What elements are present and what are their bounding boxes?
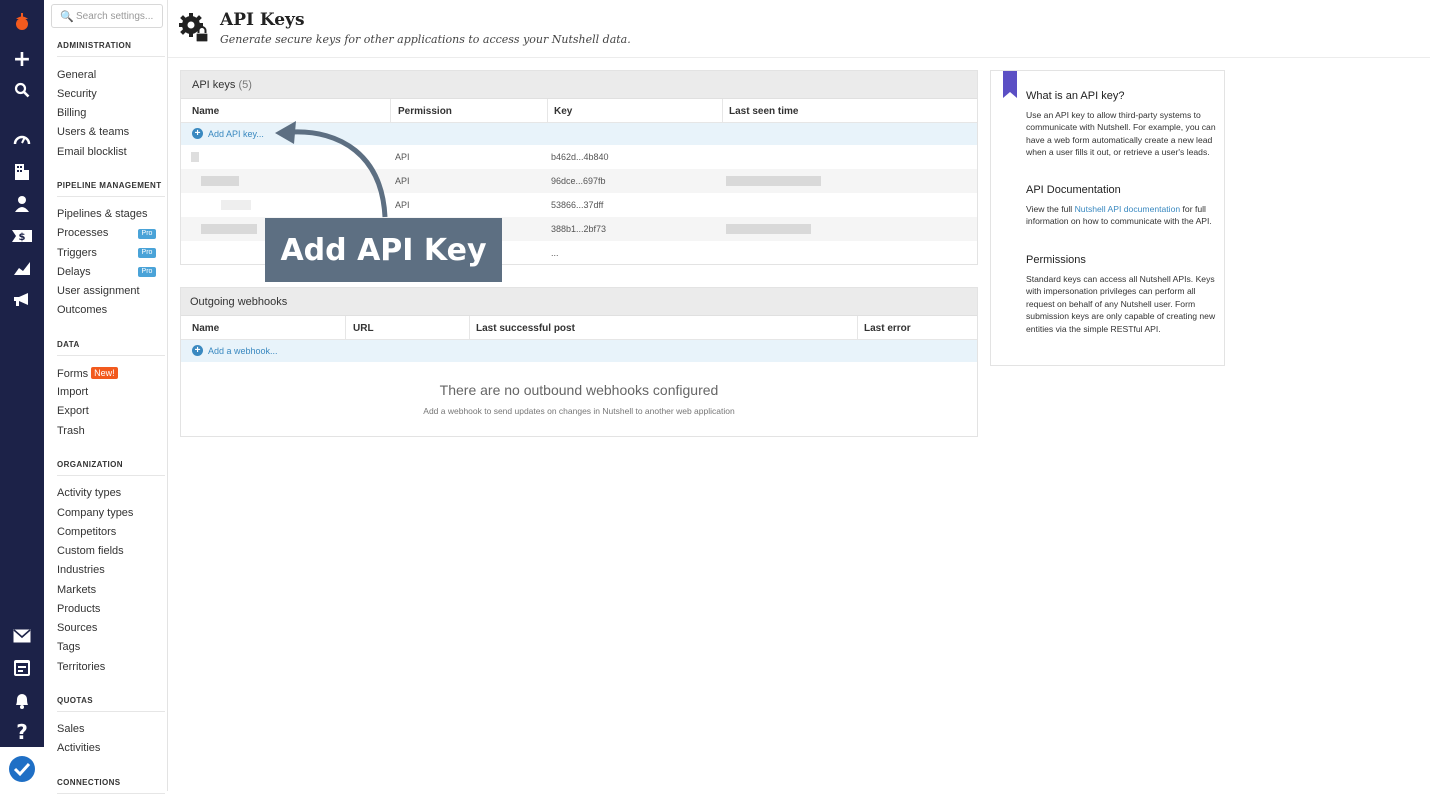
- help-title-api-documentation: API Documentation: [1026, 184, 1121, 196]
- search-icon: 🔍: [60, 10, 74, 23]
- section-title-quotas: QUOTAS: [57, 696, 165, 705]
- section-title-data: DATA: [57, 340, 165, 349]
- svg-text:$: $: [18, 232, 26, 243]
- redacted-name: [221, 200, 251, 210]
- help-text-what-is-api-key: Use an API key to allow third-party systems to communicate with Nutshell. For example, you can have a web form automatically create a new lead when a user fills it out, or retrieve a user's leads.: [1026, 110, 1216, 158]
- sidebar-item-email-blocklist[interactable]: Email blocklist: [57, 146, 127, 158]
- sidebar-item-competitors[interactable]: Competitors: [57, 526, 117, 538]
- sidebar-item-tags[interactable]: Tags: [57, 641, 81, 653]
- section-title-organization: ORGANIZATION: [57, 460, 165, 469]
- column-divider: [547, 99, 548, 123]
- add-plus-icon: +: [192, 345, 203, 356]
- sidebar-item-trash[interactable]: Trash: [57, 425, 85, 437]
- app-rail: [0, 0, 44, 791]
- add-plus-icon: +: [192, 128, 203, 139]
- setup-checklist-icon[interactable]: [0, 747, 44, 791]
- column-header-url[interactable]: URL: [353, 323, 374, 334]
- settings-gear-lock-icon: [178, 12, 210, 44]
- add-webhook-row[interactable]: [181, 340, 977, 362]
- sidebar-item-custom-fields[interactable]: Custom fields: [57, 545, 124, 557]
- webhooks-table-header: [181, 316, 977, 340]
- key-cell: b462d...4b840: [551, 152, 609, 162]
- column-divider: [345, 316, 346, 340]
- pro-badge: Pro: [138, 267, 156, 277]
- sidebar-item-territories[interactable]: Territories: [57, 661, 106, 673]
- reports-chart-icon[interactable]: [11, 257, 33, 279]
- section-title-connections: CONNECTIONS: [57, 778, 165, 787]
- sidebar-item-user-assignment[interactable]: User assignment: [57, 285, 140, 297]
- notifications-bell-icon[interactable]: [11, 690, 33, 712]
- sidebar-item-processes[interactable]: Processes: [57, 227, 109, 239]
- nutshell-logo-icon[interactable]: [11, 11, 33, 33]
- sidebar-item-import[interactable]: Import: [57, 386, 89, 398]
- section-title-pipeline-management: PIPELINE MANAGEMENT: [57, 181, 165, 190]
- callout-arrow: [270, 115, 395, 220]
- page-title: API Keys: [220, 10, 305, 30]
- sidebar-item-sales[interactable]: Sales: [57, 723, 85, 735]
- redacted-last-seen: [726, 224, 811, 234]
- api-documentation-link[interactable]: Nutshell API documentation: [1074, 204, 1181, 214]
- settings-sidebar: [44, 0, 168, 791]
- sidebar-item-billing[interactable]: Billing: [57, 107, 87, 119]
- pro-badge: Pro: [138, 248, 156, 258]
- sidebar-item-users-teams[interactable]: Users & teams: [57, 126, 130, 138]
- search-icon[interactable]: [11, 79, 33, 101]
- scheduler-calendar-icon[interactable]: [11, 657, 33, 679]
- permission-cell: API: [395, 176, 410, 186]
- sidebar-item-delays[interactable]: Delays: [57, 266, 91, 278]
- sidebar-item-security[interactable]: Security: [57, 88, 97, 100]
- column-header-name[interactable]: Name: [192, 323, 220, 334]
- webhooks-panel-header: [181, 288, 977, 316]
- section-title-administration: ADMINISTRATION: [57, 41, 165, 50]
- column-header-last-error[interactable]: Last error: [864, 323, 911, 334]
- api-keys-title: API keys: [192, 79, 236, 91]
- key-cell: 96dce...697fb: [551, 176, 606, 186]
- page-subtitle: Generate secure keys for other applications to access your Nutshell data.: [220, 33, 631, 46]
- sidebar-item-products[interactable]: Products: [57, 603, 101, 615]
- person-icon[interactable]: [11, 193, 33, 215]
- redacted-last-seen: [726, 176, 821, 186]
- webhooks-empty-state: [181, 362, 977, 436]
- redacted-name: [201, 224, 257, 234]
- companies-building-icon[interactable]: [11, 161, 33, 183]
- sidebar-item-pipelines-stages[interactable]: Pipelines & stages: [57, 208, 148, 220]
- settings-search-input[interactable]: [51, 4, 163, 28]
- key-cell: 53866...37dff: [551, 200, 604, 210]
- api-keys-panel-header: [181, 71, 977, 99]
- help-doc-pre: View the full: [1026, 204, 1075, 214]
- help-question-icon[interactable]: ?: [16, 720, 28, 744]
- help-title-permissions: Permissions: [1026, 254, 1086, 266]
- sidebar-item-general[interactable]: General: [57, 69, 97, 81]
- pro-badge: Pro: [138, 229, 156, 239]
- sidebar-item-company-types[interactable]: Company types: [57, 507, 134, 519]
- help-doc-post: for full information on how to communicate with the API.: [1026, 204, 1212, 227]
- column-header-key[interactable]: Key: [554, 106, 573, 117]
- page-header: [168, 0, 1430, 58]
- sidebar-item-forms-label: Forms: [57, 368, 89, 380]
- sidebar-item-triggers[interactable]: Triggers: [57, 247, 97, 259]
- column-divider: [857, 316, 858, 340]
- column-header-name[interactable]: Name: [192, 106, 220, 117]
- bookmark-ribbon-icon: [1003, 71, 1017, 98]
- key-cell: 388b1...2bf73: [551, 224, 607, 234]
- help-panel: [990, 70, 1225, 366]
- tutorial-callout: Add API Key: [265, 218, 502, 282]
- sidebar-item-markets[interactable]: Markets: [57, 584, 97, 596]
- column-divider: [722, 99, 723, 123]
- empty-state-title: There are no outbound webhooks configured: [439, 382, 719, 398]
- api-keys-count: (5): [238, 79, 252, 91]
- permission-cell: API: [395, 152, 410, 162]
- sidebar-item-outcomes[interactable]: Outcomes: [57, 304, 108, 316]
- sidebar-item-activity-types[interactable]: Activity types: [57, 487, 122, 499]
- add-api-key-link[interactable]: Add API key...: [208, 129, 264, 139]
- add-icon[interactable]: +: [12, 46, 32, 72]
- column-header-last-seen-time[interactable]: Last seen time: [729, 106, 799, 117]
- sidebar-item-export[interactable]: Export: [57, 405, 89, 417]
- help-text-permissions: Standard keys can access all Nutshell APIs. Keys with impersonation privileges can perform all request on behalf of any Nutshell user. Form submission keys are only capable of creating new entities via the simple RESTful API.: [1026, 274, 1216, 334]
- new-badge: New!: [91, 367, 118, 379]
- key-cell: ...: [551, 248, 559, 258]
- redacted-name: [201, 176, 239, 186]
- sidebar-item-activities[interactable]: Activities: [57, 742, 101, 754]
- sidebar-item-industries[interactable]: Industries: [57, 564, 105, 576]
- add-webhook-link[interactable]: Add a webhook...: [208, 346, 278, 356]
- help-title-what-is-api-key: What is an API key?: [1026, 90, 1125, 102]
- column-header-permission[interactable]: Permission: [398, 106, 452, 117]
- redacted-name: [191, 152, 199, 162]
- webhooks-title: Outgoing webhooks: [190, 296, 288, 308]
- sidebar-item-sources[interactable]: Sources: [57, 622, 98, 634]
- dashboard-gauge-icon[interactable]: [11, 128, 33, 150]
- help-text-api-documentation: [1026, 203, 1218, 228]
- leads-dollar-icon[interactable]: [11, 225, 33, 247]
- webhooks-panel: [180, 287, 978, 437]
- email-envelope-icon[interactable]: [11, 625, 33, 647]
- column-divider: [469, 316, 470, 340]
- permission-cell: API: [395, 200, 410, 210]
- empty-state-subtitle: Add a webhook to send updates on changes in Nutshell to another web application: [423, 406, 735, 416]
- marketing-megaphone-icon[interactable]: [11, 289, 33, 311]
- sidebar-item-forms[interactable]: [57, 367, 118, 380]
- settings-search-placeholder: Search settings...: [76, 11, 154, 22]
- column-header-last-successful-post[interactable]: Last successful post: [476, 323, 575, 334]
